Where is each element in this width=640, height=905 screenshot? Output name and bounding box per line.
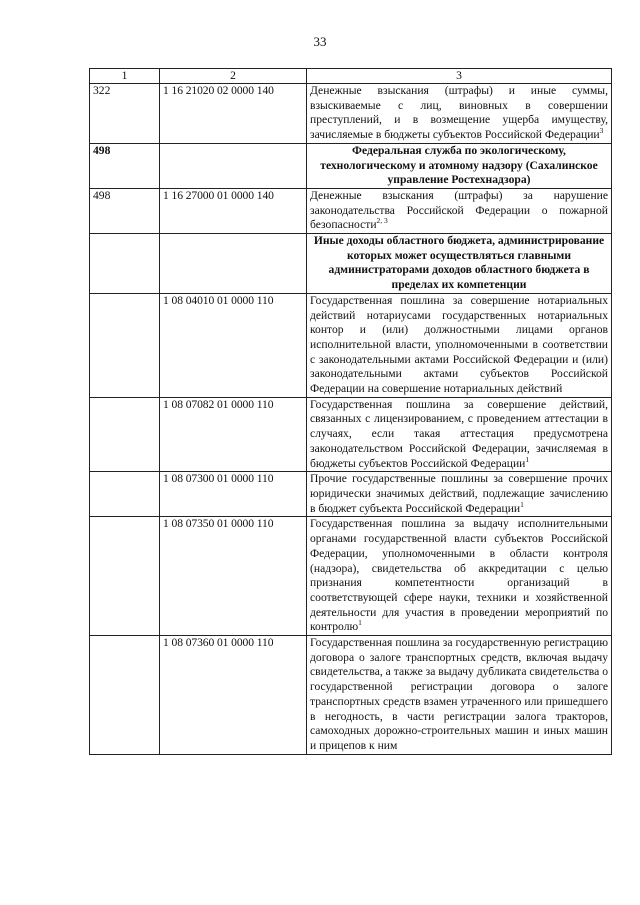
description-cell xyxy=(307,143,612,188)
table-row xyxy=(90,397,612,472)
admin-code-cell xyxy=(90,517,160,636)
table-body xyxy=(90,84,612,755)
description-text: Государственная пошлина за выдачу исполнительными органами государственной власти субъектов Российской Федерации, уполномоченными в области контроля (надзора), свидетельства об аккредитации с целью признания компетентности организаций в соответствующей сфере науки, техники и хозяйственной деятельности для участия в проведении мероприятий по контролю xyxy=(310,517,608,634)
description-text: Государственная пошлина за совершение действий, связанных с лицензированием, с проведением аттестации в случаях, если такая аттестация предусмотрена законодательством Российской Федерации, зачисляемая в бюджеты субъектов Российской Федерации xyxy=(310,397,608,470)
table-row xyxy=(90,293,612,397)
footnote-marker: 1 xyxy=(358,618,362,628)
description-cell xyxy=(307,517,612,636)
description-text: Федеральная служба по экологическому, технологическому и атомному надзору (Сахалинское управление Ростехнадзора) xyxy=(320,143,598,187)
revenue-code-cell xyxy=(160,143,307,188)
table-row xyxy=(90,472,612,517)
description-cell xyxy=(307,84,612,144)
admin-code-cell xyxy=(90,234,160,294)
table-row xyxy=(90,636,612,755)
description-cell xyxy=(307,188,612,233)
footnote-marker: 2, 3 xyxy=(376,216,388,226)
table-row xyxy=(90,517,612,636)
table-row xyxy=(90,234,612,294)
revenue-code-cell: 1 08 07300 01 0000 110 xyxy=(160,472,307,517)
admin-code-cell: 498 xyxy=(90,143,160,188)
revenue-code-cell: 1 08 07360 01 0000 110 xyxy=(160,636,307,755)
admin-code-cell: 498 xyxy=(90,188,160,233)
revenue-code-cell: 1 16 27000 01 0000 140 xyxy=(160,188,307,233)
revenue-classification-table xyxy=(89,68,612,755)
description-cell xyxy=(307,234,612,294)
admin-code-cell: 322 xyxy=(90,84,160,144)
description-cell xyxy=(307,472,612,517)
revenue-code-cell: 1 08 07082 01 0000 110 xyxy=(160,397,307,472)
column-header-3: 3 xyxy=(307,69,612,84)
admin-code-cell xyxy=(90,293,160,397)
column-header-2: 2 xyxy=(160,69,307,84)
revenue-code-cell xyxy=(160,234,307,294)
description-cell xyxy=(307,293,612,397)
revenue-code-cell: 1 16 21020 02 0000 140 xyxy=(160,84,307,144)
description-text: Государственная пошлина за государственную регистрацию договора о залоге транспортных средств, включая выдачу свидетельства, а также за выдачу дубликата свидетельства о государственной регистрации договора о залоге транспортных средств взамен утраченного или пришедшего в негодность, в части регистрации залога тракторов, самоходных дорожно-строительных машин и иных машин и прицепов к ним xyxy=(310,636,608,752)
footnote-marker: 3 xyxy=(599,126,604,136)
footnote-marker: 1 xyxy=(525,454,530,464)
table-header xyxy=(90,69,612,84)
admin-code-cell xyxy=(90,472,160,517)
description-text: Иные доходы областного бюджета, администрирование которых может осуществляться главными администраторами доходов областного бюджета в пределах их компетенции xyxy=(313,234,605,292)
description-text: Прочие государственные пошлины за совершение прочих юридически значимых действий, подлежащие зачислению в бюджет субъекта Российской Федерации xyxy=(310,472,608,515)
admin-code-cell xyxy=(90,636,160,755)
description-text: Государственная пошлина за совершение нотариальных действий нотариусами государственных нотариальных контор и (или) должностными лицами органов исполнительной власти, уполномоченными в соответствии с законодательными актами Российской Федерации и (или) законодательными актами субъектов Российской Федерации на совершение нотариальных действий xyxy=(310,293,608,396)
revenue-code-cell: 1 08 04010 01 0000 110 xyxy=(160,293,307,397)
header-row xyxy=(90,69,612,84)
table-row xyxy=(90,188,612,233)
description-cell xyxy=(307,636,612,755)
description-text: Денежные взыскания (штрафы) и иные суммы, взыскиваемые с лиц, виновных в совершении преступлений, и в возмещение ущерба имуществу, зачисляемые в бюджеты субъектов Российской Федерации xyxy=(310,84,608,142)
description-cell xyxy=(307,397,612,472)
description-text: Денежные взыскания (штрафы) за нарушение законодательства Российской Федерации о пожарной безопасности xyxy=(310,188,608,232)
admin-code-cell xyxy=(90,397,160,472)
revenue-code-cell: 1 08 07350 01 0000 110 xyxy=(160,517,307,636)
page-number: 33 xyxy=(313,34,327,49)
table-row xyxy=(90,84,612,144)
column-header-1: 1 xyxy=(90,69,160,84)
table-row xyxy=(90,143,612,188)
footnote-marker: 1 xyxy=(520,499,524,509)
